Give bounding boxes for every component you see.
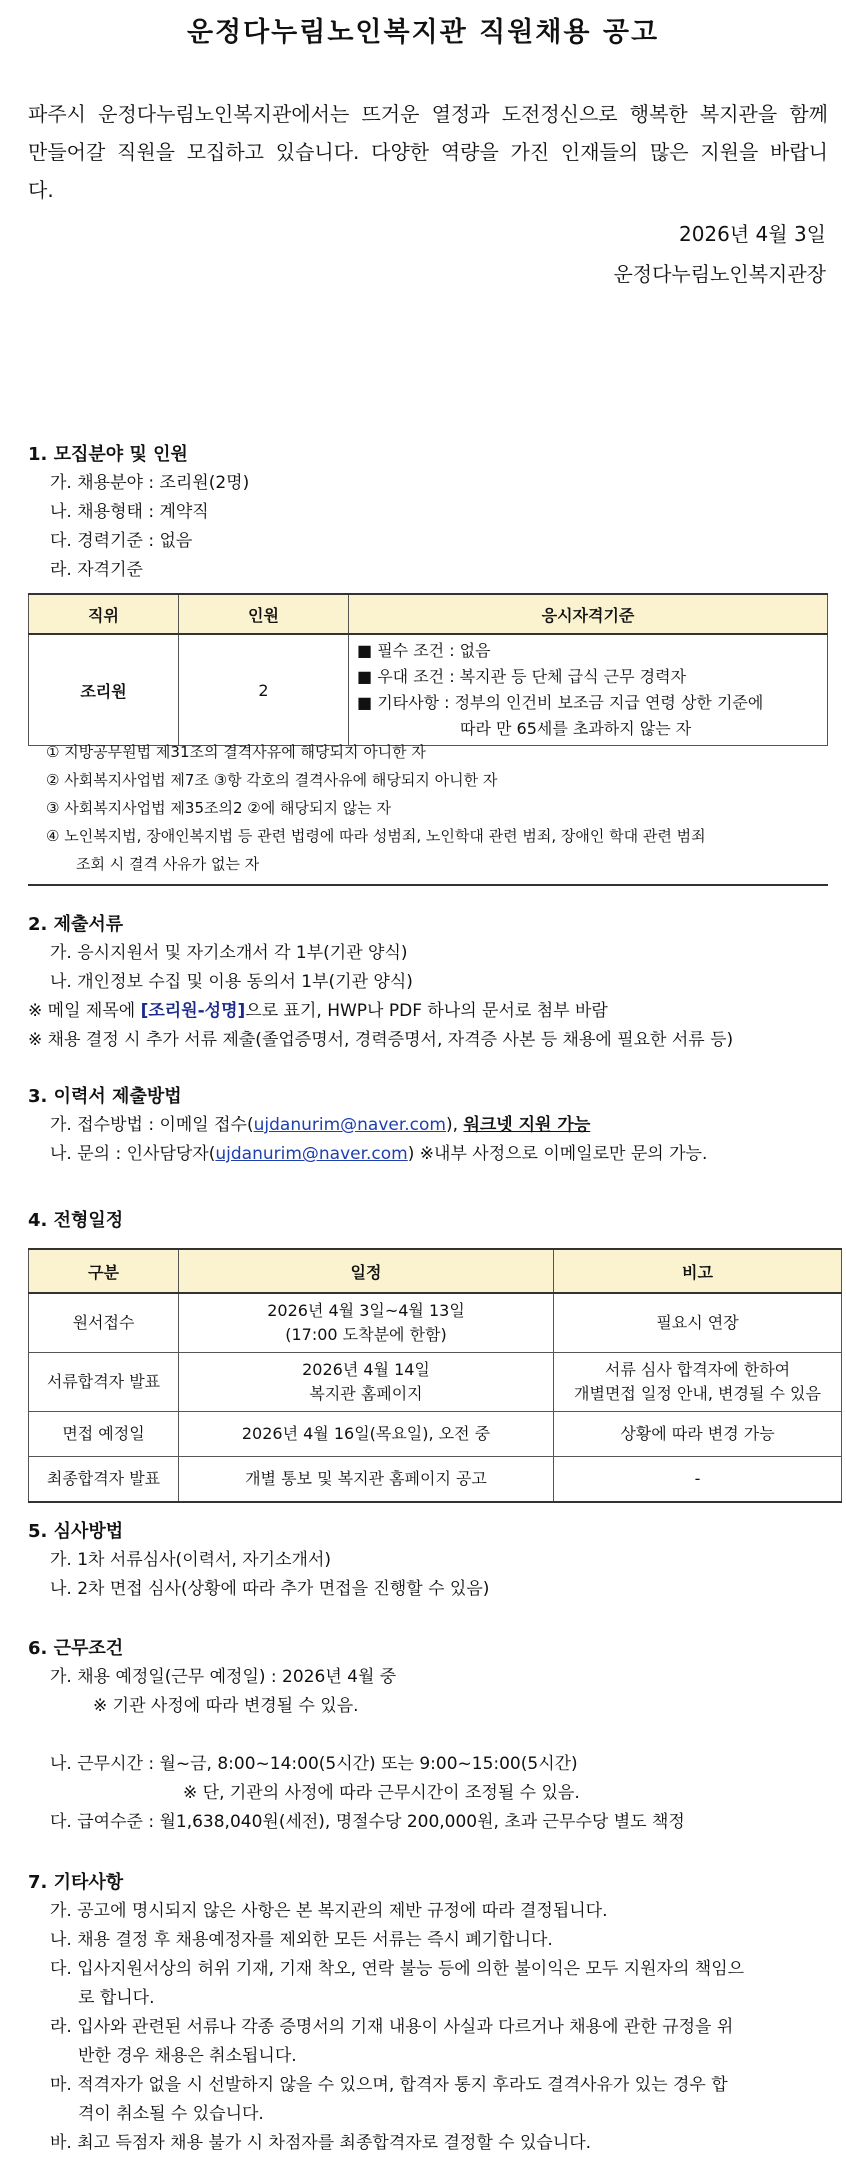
notice-date: 2026년 4월 3일 xyxy=(678,222,826,246)
stage-cell: 원서접수 xyxy=(29,1293,179,1353)
note-cell: - xyxy=(554,1457,842,1503)
note-line: 개별면접 일정 안내, 변경될 수 있음 xyxy=(574,1384,821,1403)
table-row xyxy=(29,1293,842,1353)
table-header: 인원 xyxy=(179,594,349,634)
table-header: 비고 xyxy=(554,1249,842,1293)
date-line: 복지관 홈페이지 xyxy=(309,1384,423,1403)
note-line: 서류 심사 합격자에 한하여 xyxy=(604,1360,791,1379)
list-note: ※ 기관 사정에 따라 변경될 수 있음. xyxy=(93,1696,359,1716)
condition-line: ■ 기타사항 : 정부의 인건비 보조금 지급 연령 상한 기준에 xyxy=(357,693,764,712)
list-item: 다. 경력기준 : 없음 xyxy=(50,531,193,551)
stage-cell: 서류합격자 발표 xyxy=(29,1353,179,1412)
intro-paragraph: 파주시 운정다누림노인복지관에서는 뜨거운 열정과 도전정신으로 행복한 복지관을 함께 만들어갈 직원을 모집하고 있습니다. 다양한 역량을 가진 인재들의 많은 지원을 바랍니다. xyxy=(28,102,828,202)
stage-cell: 최종합격자 발표 xyxy=(29,1457,179,1503)
list-item-cont: 반한 경우 채용은 취소됩니다. xyxy=(78,2046,297,2066)
list-item: 나. 근무시간 : 월~금, 8:00~14:00(5시간) 또는 9:00~15:00(5시간) xyxy=(50,1754,578,1774)
list-item: 나. 2차 면접 심사(상황에 따라 추가 면접을 진행할 수 있음) xyxy=(50,1579,490,1599)
note-cell: 필요시 연장 xyxy=(554,1293,842,1353)
condition-line: ■ 우대 조건 : 복지관 등 단체 급식 근무 경력자 xyxy=(357,667,687,686)
table-header: 일정 xyxy=(179,1249,554,1293)
condition-line: 따라 만 65세를 초과하지 않는 자 xyxy=(460,719,692,738)
inquiry-text: ) ※내부 사정으로 이메일로만 문의 가능. xyxy=(407,1144,708,1164)
submission-method xyxy=(28,1111,828,1140)
list-item: 다. 급여수준 : 월1,638,040원(세전), 명절수당 200,000원, 초과 근무수당 별도 책정 xyxy=(50,1812,685,1832)
section-heading: 1. 모집분야 및 인원 xyxy=(28,444,188,465)
date-line: 2026년 4월 3일~4월 13일 xyxy=(267,1301,465,1320)
method-text: ), xyxy=(446,1115,464,1135)
section-heading: 2. 제출서류 xyxy=(28,914,124,935)
section-evaluation xyxy=(28,1517,828,1604)
date-line: 2026년 4월 14일 xyxy=(302,1360,430,1379)
list-item: 가. 채용 예정일(근무 예정일) : 2026년 4월 중 xyxy=(50,1667,397,1687)
list-item: 나. 개인정보 수집 및 이용 동의서 1부(기관 양식) xyxy=(50,972,413,992)
date-cell: 2026년 4월 16일(목요일), 오전 중 xyxy=(179,1412,554,1457)
list-item: 다. 입사지원서상의 허위 기재, 기재 착오, 연락 불능 등에 의한 불이익은 모두 지원자의 책임으 xyxy=(50,1959,745,1979)
section-heading: 4. 전형일정 xyxy=(28,1210,124,1231)
stage-cell: 면접 예정일 xyxy=(29,1412,179,1457)
additional-docs-note: ※ 채용 결정 시 추가 서류 제출(졸업증명서, 경력증명서, 자격증 사본 등 채용에 필요한 서류 등) xyxy=(28,1030,734,1050)
note-item: ① 지방공무원법 제31조의 결격사유에 해당되지 아니한 자 xyxy=(46,743,426,761)
note-item: ④ 노인복지법, 장애인복지법 등 관련 법령에 따라 성범죄, 노인학대 관련 범죄, 장애인 학대 관련 범죄 xyxy=(46,827,706,845)
list-item: 가. 응시지원서 및 자기소개서 각 1부(기관 양식) xyxy=(50,943,408,963)
note-text: ※ 메일 제목에 xyxy=(28,1001,141,1021)
list-note: ※ 단, 기관의 사정에 따라 근무시간이 조정될 수 있음. xyxy=(183,1783,580,1803)
date-cell xyxy=(179,1353,554,1412)
list-item: 가. 채용분야 : 조리원(2명) xyxy=(50,473,250,493)
section-submission xyxy=(28,1082,828,1169)
list-item: 나. 채용형태 : 계약직 xyxy=(50,502,209,522)
notice-signer: 운정다누림노인복지관장 xyxy=(613,262,826,286)
note-text: 으로 표기, HWP나 PDF 하나의 문서로 첨부 바람 xyxy=(245,1001,608,1021)
section-recruitment xyxy=(28,440,828,585)
qualification-table xyxy=(28,593,828,746)
page-title: 운정다누림노인복지관 직원채용 공고 xyxy=(186,17,660,48)
inquiry-line xyxy=(28,1140,828,1169)
email-link[interactable]: ujdanurim@naver.com xyxy=(215,1144,408,1164)
disqualification-notes xyxy=(28,738,828,886)
inquiry-text: 나. 문의 : 인사담당자( xyxy=(50,1144,216,1164)
table-header: 구분 xyxy=(29,1249,179,1293)
note-cell xyxy=(554,1353,842,1412)
date-line: (17:00 도착분에 한함) xyxy=(285,1325,447,1344)
table-header: 직위 xyxy=(29,594,179,634)
list-item: 가. 공고에 명시되지 않은 사항은 본 복지관의 제반 규정에 따라 결정됩니다. xyxy=(50,1901,608,1921)
schedule-table xyxy=(28,1248,842,1503)
section-heading: 5. 심사방법 xyxy=(28,1521,124,1542)
note-cell: 상황에 따라 변경 가능 xyxy=(554,1412,842,1457)
method-text: 가. 접수방법 : 이메일 접수( xyxy=(50,1115,254,1135)
conditions-cell xyxy=(349,634,828,746)
section-documents xyxy=(28,910,828,1055)
note-item: ③ 사회복지사업법 제35조의2 ②에 해당되지 않는 자 xyxy=(46,799,391,817)
table-header: 응시자격기준 xyxy=(349,594,828,634)
email-link[interactable]: ujdanurim@naver.com xyxy=(253,1115,446,1135)
section-heading: 7. 기타사항 xyxy=(28,1872,124,1893)
position-cell: 조리원 xyxy=(29,634,179,746)
mail-subject-note xyxy=(28,997,828,1026)
section-conditions xyxy=(28,1634,828,1837)
date-cell: 개별 통보 및 복지관 홈페이지 공고 xyxy=(179,1457,554,1503)
list-item: 나. 채용 결정 후 채용예정자를 제외한 모든 서류는 즉시 폐기합니다. xyxy=(50,1930,553,1950)
list-item: 라. 입사와 관련된 서류나 각종 증명서의 기재 내용이 사실과 다르거나 채용에 관한 규정을 위 xyxy=(50,2017,734,2037)
list-item: 라. 자격기준 xyxy=(50,560,143,580)
list-item-cont: 격이 취소될 수 있습니다. xyxy=(78,2104,264,2124)
section-schedule xyxy=(28,1206,828,1235)
date-cell xyxy=(179,1293,554,1353)
note-item: ② 사회복지사업법 제7조 ③항 각호의 결격사유에 해당되지 아니한 자 xyxy=(46,771,498,789)
subject-format: [조리원-성명] xyxy=(140,1001,246,1021)
section-other xyxy=(28,1868,828,2158)
list-item: 마. 적격자가 없을 시 선발하지 않을 수 있으며, 합격자 통지 후라도 결격사유가 있는 경우 합 xyxy=(50,2075,728,2095)
list-item-cont: 로 합니다. xyxy=(78,1988,155,2008)
spacer xyxy=(28,1721,828,1750)
note-item: 조회 시 결격 사유가 없는 자 xyxy=(76,855,260,873)
table-row xyxy=(29,1457,842,1503)
list-item: 가. 1차 서류심사(이력서, 자기소개서) xyxy=(50,1550,332,1570)
worknet-note: 워크넷 지원 가능 xyxy=(463,1115,591,1135)
section-heading: 3. 이력서 제출방법 xyxy=(28,1086,182,1107)
table-row xyxy=(29,1353,842,1412)
list-item: 바. 최고 득점자 채용 불가 시 차점자를 최종합격자로 결정할 수 있습니다. xyxy=(50,2133,592,2153)
section-heading: 6. 근무조건 xyxy=(28,1638,124,1659)
condition-line: ■ 필수 조건 : 없음 xyxy=(357,641,491,660)
table-row xyxy=(29,1412,842,1457)
count-cell: 2 xyxy=(179,634,349,746)
